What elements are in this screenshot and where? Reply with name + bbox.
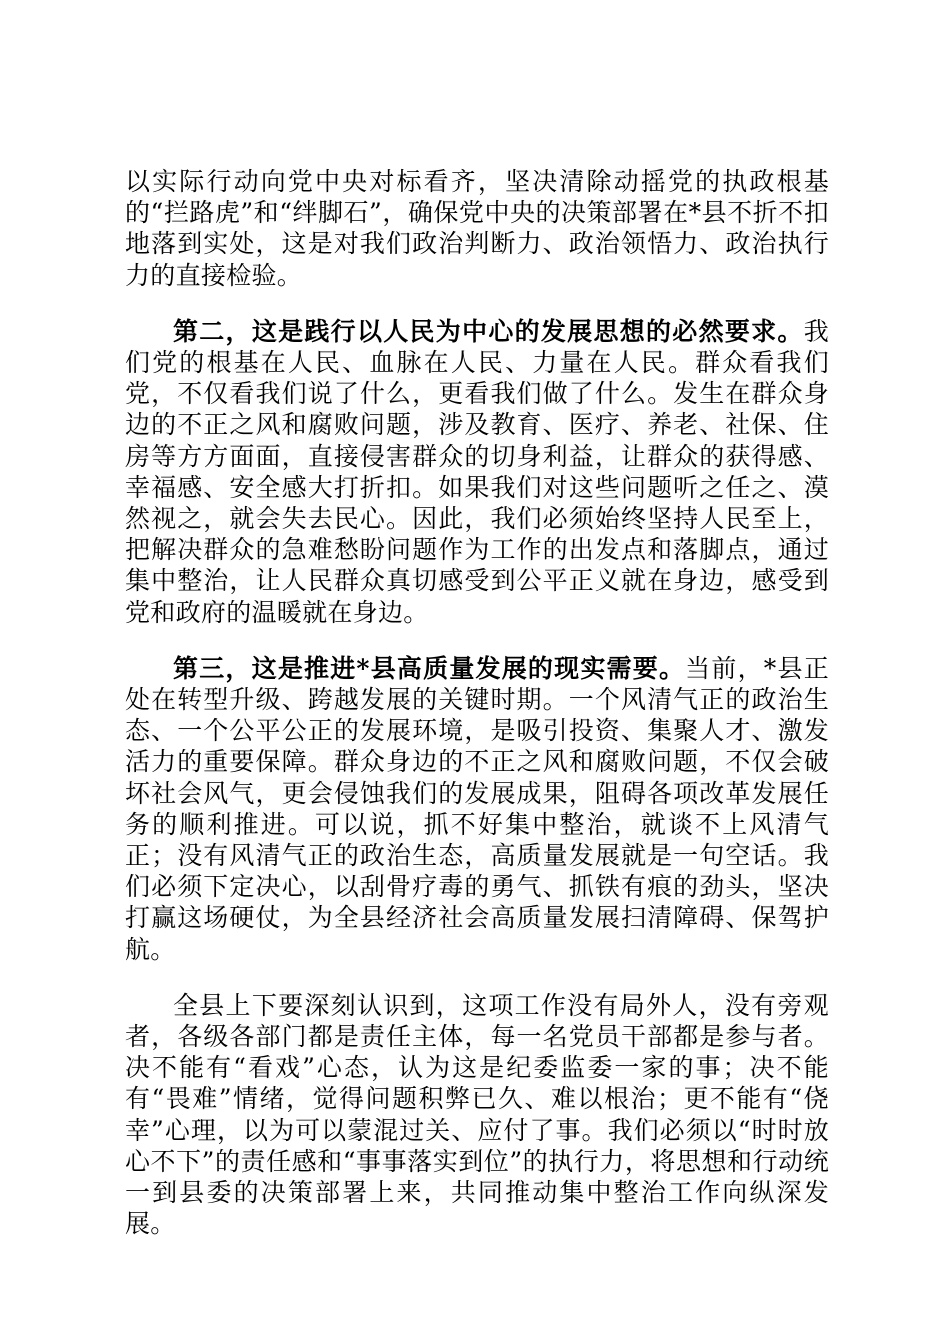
document-page <box>125 166 829 1265</box>
paragraph-1 <box>125 166 829 291</box>
paragraph-3 <box>125 653 829 965</box>
paragraph-2-lead: 第二，这是践行以人民为中心的发展思想的必然要求。 <box>173 316 804 346</box>
paragraph-4 <box>125 990 829 1240</box>
paragraph-2 <box>125 316 829 628</box>
paragraph-4-text: 全县上下要深刻认识到，这项工作没有局外人，没有旁观者，各级各部门都是责任主体，每一名党员干部都是参与者。决不能有“看戏”心态，认为这是纪委监委一家的事；决不能有“畏难”情绪，觉得问题积弊已久、难以根治；更不能有“侥幸”心理，以为可以蒙混过关、应付了事。我们必须以“时时放心不下”的责任感和“事事落实到位”的执行力，将思想和行动统一到县委的决策部署上来，共同推动集中整治工作向纵深发展。 <box>125 990 829 1239</box>
paragraph-3-text: 当前，*县正处在转型升级、跨越发展的关键时期。一个风清气正的政治生态、一个公平公正的发展环境，是吸引投资、集聚人才、激发活力的重要保障。群众身边的不正之风和腐败问题，不仅会破坏社会风气，更会侵蚀我们的发展成果，阻碍各项改革发展任务的顺利推进。可以说，抓不好集中整治，就谈不上风清气正；没有风清气正的政治生态，高质量发展就是一句空话。我们必须下定决心，以刮骨疗毒的勇气、抓铁有痕的劲头，坚决打赢这场硬仗，为全县经济社会高质量发展扫清障碍、保驾护航。 <box>125 653 829 964</box>
paragraph-3-lead: 第三，这是推进*县高质量发展的现实需要。 <box>173 653 686 683</box>
paragraph-1-text: 以实际行动向党中央对标看齐，坚决清除动摇党的执政根基的“拦路虎”和“绊脚石”，确保党中央的决策部署在*县不折不扣地落到实处，这是对我们政治判断力、政治领悟力、政治执行力的直接检验。 <box>125 167 829 290</box>
paragraph-2-text: 我们党的根基在人民、血脉在人民、力量在人民。群众看我们党，不仅看我们说了什么，更看我们做了什么。发生在群众身边的不正之风和腐败问题，涉及教育、医疗、养老、社保、住房等方方面面，直接侵害群众的切身利益，让群众的获得感、幸福感、安全感大打折扣。如果我们对这些问题听之任之、漠然视之，就会失去民心。因此，我们必须始终坚持人民至上，把解决群众的急难愁盼问题作为工作的出发点和落脚点，通过集中整治，让人民群众真切感受到公平正义就在身边，感受到党和政府的温暖就在身边。 <box>125 316 829 627</box>
